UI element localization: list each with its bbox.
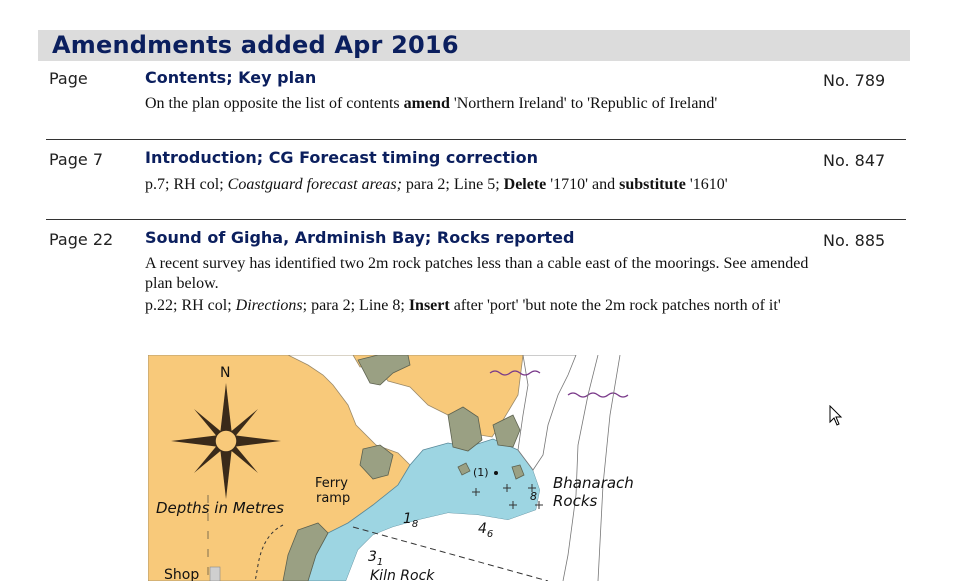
text-run: A recent survey has identified two 2m rock patches less than a cable east of the moorings. See amended plan below.: [145, 255, 809, 292]
kiln-rock-label: Kiln Rock: [370, 568, 435, 581]
ferry-ramp-label: ramp: [316, 491, 351, 506]
amendment-body: [145, 254, 825, 316]
notice-number: No. 847: [823, 151, 886, 170]
page-reference: Page 7: [49, 150, 103, 169]
notice-number: No. 789: [823, 71, 886, 90]
text-run: 'Northern Ireland' to 'Republic of Ireland': [449, 95, 718, 112]
text-run: after 'port' 'but note the 2m rock patches north of it': [449, 297, 781, 314]
body-paragraph: [145, 94, 825, 114]
section-header-band: [38, 30, 910, 61]
amended-plan-chart: [148, 355, 648, 581]
rock-mark-label: (1): [473, 466, 489, 479]
ferry-ramp-label: Ferry: [315, 476, 348, 491]
text-run: On the plan opposite the list of contents: [145, 95, 404, 112]
section-title: Amendments added Apr 2016: [52, 31, 459, 59]
body-paragraph: [145, 254, 825, 294]
depth-sounding: 8: [530, 490, 537, 503]
text-run: para 2; Line 5;: [401, 176, 504, 193]
amendment-body: [145, 94, 825, 114]
bold-keyword: Insert: [408, 297, 450, 314]
depth-sounding: $4_6$: [478, 521, 494, 540]
depths-label: Depths in Metres: [156, 499, 284, 517]
body-paragraph: [145, 296, 825, 316]
text-run: '1710' and: [546, 176, 620, 193]
italic-reference: Directions: [235, 297, 303, 314]
north-label: N: [220, 365, 231, 381]
body-paragraph: [145, 175, 825, 195]
text-run: ; para 2; Line 8;: [302, 297, 409, 314]
shop-label: Shop: [164, 567, 200, 581]
bold-keyword: substitute: [619, 176, 686, 193]
amendment-body: [145, 175, 825, 195]
bold-keyword: amend: [403, 95, 450, 112]
depth-sounding: $1_8$: [403, 511, 419, 530]
mouse-pointer-icon: [829, 405, 843, 427]
amendment-title: Introduction; CG Forecast timing correction: [145, 148, 538, 167]
bold-keyword: Delete: [503, 176, 547, 193]
notice-number: No. 885: [823, 231, 886, 250]
page-reference: Page: [49, 69, 88, 88]
text-run: '1610': [685, 176, 728, 193]
divider: [46, 139, 906, 140]
amendment-title: Contents; Key plan: [145, 68, 317, 87]
bhanarach-rocks-label: Bhanarach: [553, 474, 634, 492]
italic-reference: Coastguard forecast areas;: [227, 176, 402, 193]
depth-sounding: $3_1$: [368, 549, 384, 568]
bhanarach-rocks-label: Rocks: [553, 492, 598, 510]
divider: [46, 219, 906, 220]
page-reference: Page 22: [49, 230, 114, 249]
text-run: p.22; RH col;: [145, 297, 236, 314]
text-run: p.7; RH col;: [145, 176, 228, 193]
amendment-title: Sound of Gigha, Ardminish Bay; Rocks reported: [145, 228, 575, 247]
